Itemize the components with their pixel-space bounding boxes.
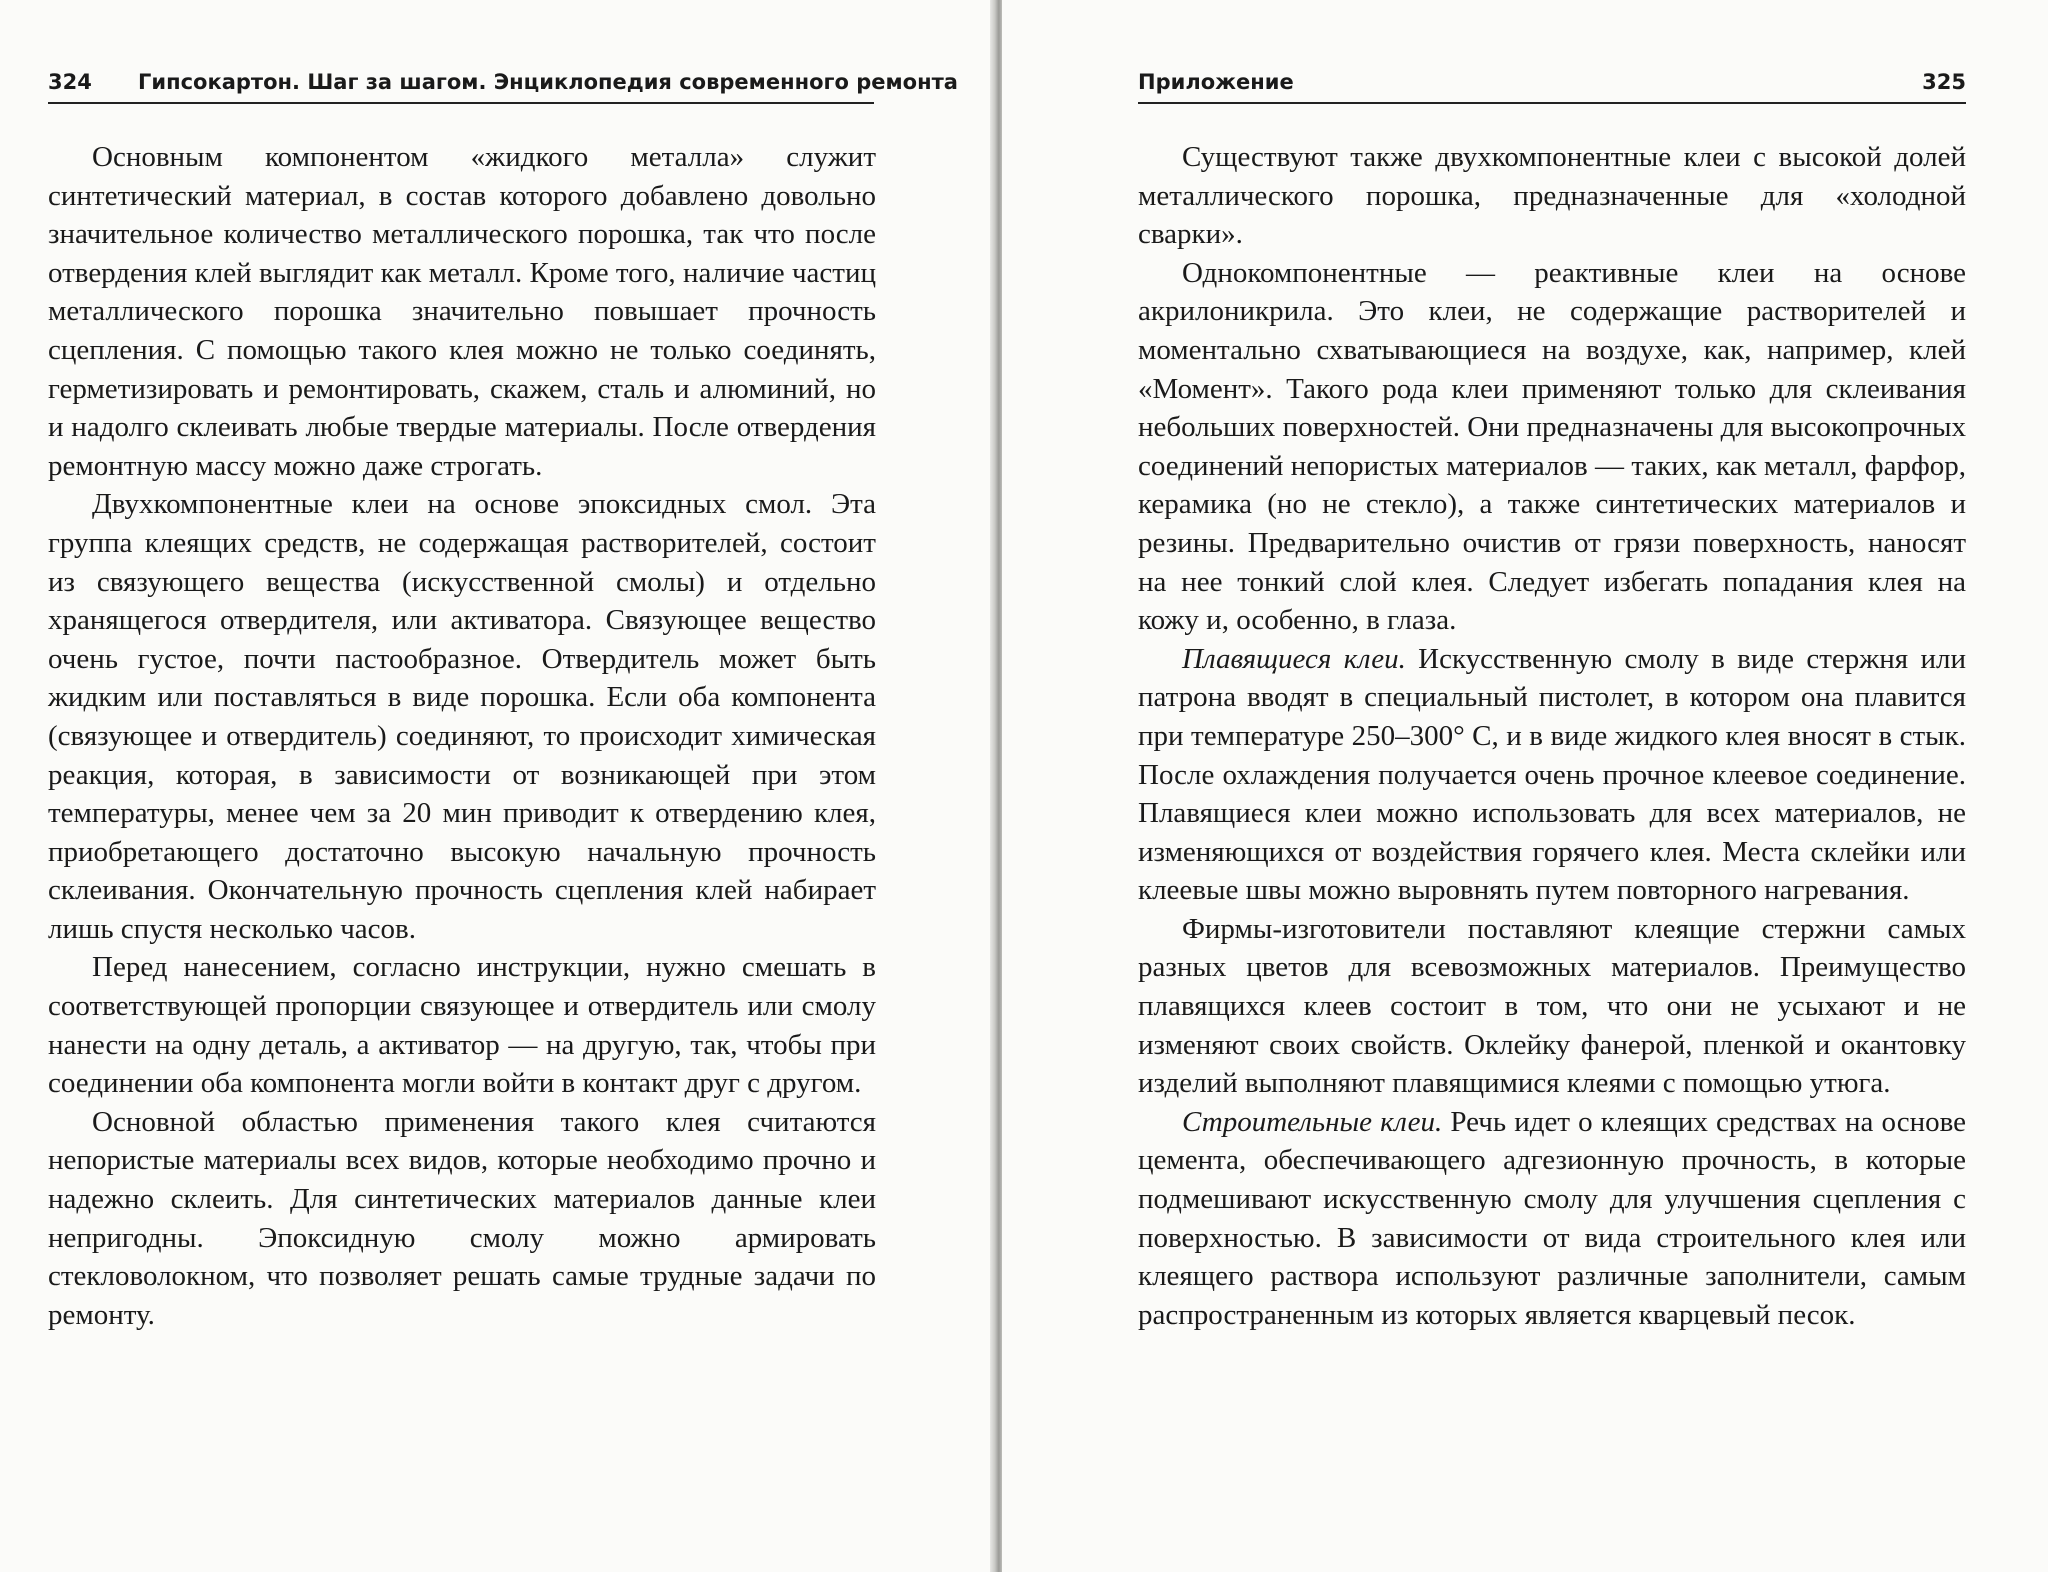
right-paragraph-3-lead: Плавящиеся клеи. [1182, 642, 1406, 675]
left-paragraph-3: Перед нанесением, согласно инструкции, нужно смешать в соответствующей пропорции связующее и отвердитель или смолу нанести на одну деталь, а активатор — на другую, так, чтобы при соединении оба компонента могли войти в контакт друг с другом. [48, 951, 876, 1100]
left-running-head [48, 64, 958, 104]
right-paragraph-4-text: Фирмы-изготовители поставляют клеящие стержни самых разных цветов для всевозможных материалов. Преимущество плавящихся клеев состоит в том, что они не усыхают и не изменяют своих свойств. Оклейку фанерой, пленкой и окантовку изделий выполняют плавящимися клеями с помощью утюга. [1138, 912, 1966, 1100]
right-paragraph-2 [1138, 254, 1966, 640]
right-paragraph-3 [1138, 640, 1966, 910]
right-page-number: 325 [1922, 70, 1966, 94]
left-paragraph-4: Основной областью применения такого клея считаются непористые материалы всех видов, которые необходимо прочно и надежно склеить. Для синтетических материалов данные клеи непригодны. Эпоксидную смолу можно армировать стекловолокном, что позволяет решать самые трудные задачи по ремонту. [48, 1105, 876, 1331]
right-paragraph-2-text: Однокомпонентные — реактивные клеи на основе акрилоникрила. Это клеи, не содержащие растворителей и моментально схватывающиеся на воздухе, как, например, клей «Момент». Такого рода клеи применяют только для склеивания небольших поверхностей. Они предназначены для высокопрочных соединений непористых материалов — таких, как металл, фарфор, керамика (но не стекло), а также синтетических материалов и резины. Предварительно очистив от грязи поверхность, наносят на нее тонкий слой клея. Следует избегать попадания клея на кожу и, особенно, в глаза. [1138, 256, 1966, 637]
right-running-title: Приложение [1138, 70, 1294, 94]
left-body-text [48, 138, 876, 1334]
right-running-head [1138, 64, 1966, 104]
left-running-title: Гипсокартон. Шаг за шагом. Энциклопедия современного ремонта [138, 70, 958, 94]
left-page [0, 0, 990, 1572]
right-paragraph-5-lead: Строительные клеи. [1182, 1105, 1443, 1138]
right-paragraph-5 [1138, 1103, 1966, 1335]
left-paragraph-1: Основным компонентом «жидкого металла» служит синтетический материал, в состав которого добавлено довольно значительное количество металлического порошка, так что после отвердения клей выглядит как металл. Кроме того, наличие частиц металлического порошка значительно повышает прочность сцепления. С помощью такого клея можно не только соединять, герметизировать и ремонтировать, скажем, сталь и алюминий, но и надолго склеивать любые твердые материалы. После отвердения ремонтную массу можно даже строгать. [48, 141, 876, 482]
right-paragraph-4 [1138, 910, 1966, 1103]
right-body-text [1138, 138, 1966, 1334]
right-page [1002, 0, 2048, 1572]
right-paragraph-1-text: Существуют также двухкомпонентные клеи с высокой долей металлического порошка, предназначенные для «холодной сварки». [1138, 141, 1966, 251]
left-paragraph-2: Двухкомпонентные клеи на основе эпоксидных смол. Эта группа клеящих средств, не содержащая растворителей, состоит из связующего вещества (искусственной смолы) и отдельно хранящегося отвердителя, или активатора. Связующее вещество очень густое, почти пастообразное. Отвердитель может быть жидким или поставляться в виде порошка. Если оба компонента (связующее и отвердитель) соединяют, то происходит химическая реакция, которая, в зависимости от возникающей при этом температуры, менее чем за 20 мин приводит к отвердению клея, приобретающего достаточно высокую начальную прочность склеивания. Окончательную прочность сцепления клей набирает лишь спустя несколько часов. [48, 488, 876, 945]
right-paragraph-5-text: Речь идет о клеящих средствах на основе цемента, обеспечивающего адгезионную прочность, в которые подмешивают искусственную смолу для улучшения сцепления с поверхностью. В зависимости от вида строительного клея или клеящего раствора используют различные заполнители, самым распространенным из которых является кварцевый песок. [1138, 1105, 1966, 1331]
right-paragraph-3-text: Искусственную смолу в виде стержня или патрона вводят в специальный пистолет, в котором она плавится при температуре 250–300° С, и в виде жидкого клея вносят в стык. После охлаждения получается очень прочное клеевое соединение. Плавящиеся клеи можно использовать для всех материалов, не изменяющихся от воздействия горячего клея. Места склейки или клеевые швы можно выровнять путем повторного нагревания. [1138, 642, 1966, 907]
left-page-number: 324 [48, 70, 92, 94]
right-paragraph-1 [1138, 138, 1966, 254]
